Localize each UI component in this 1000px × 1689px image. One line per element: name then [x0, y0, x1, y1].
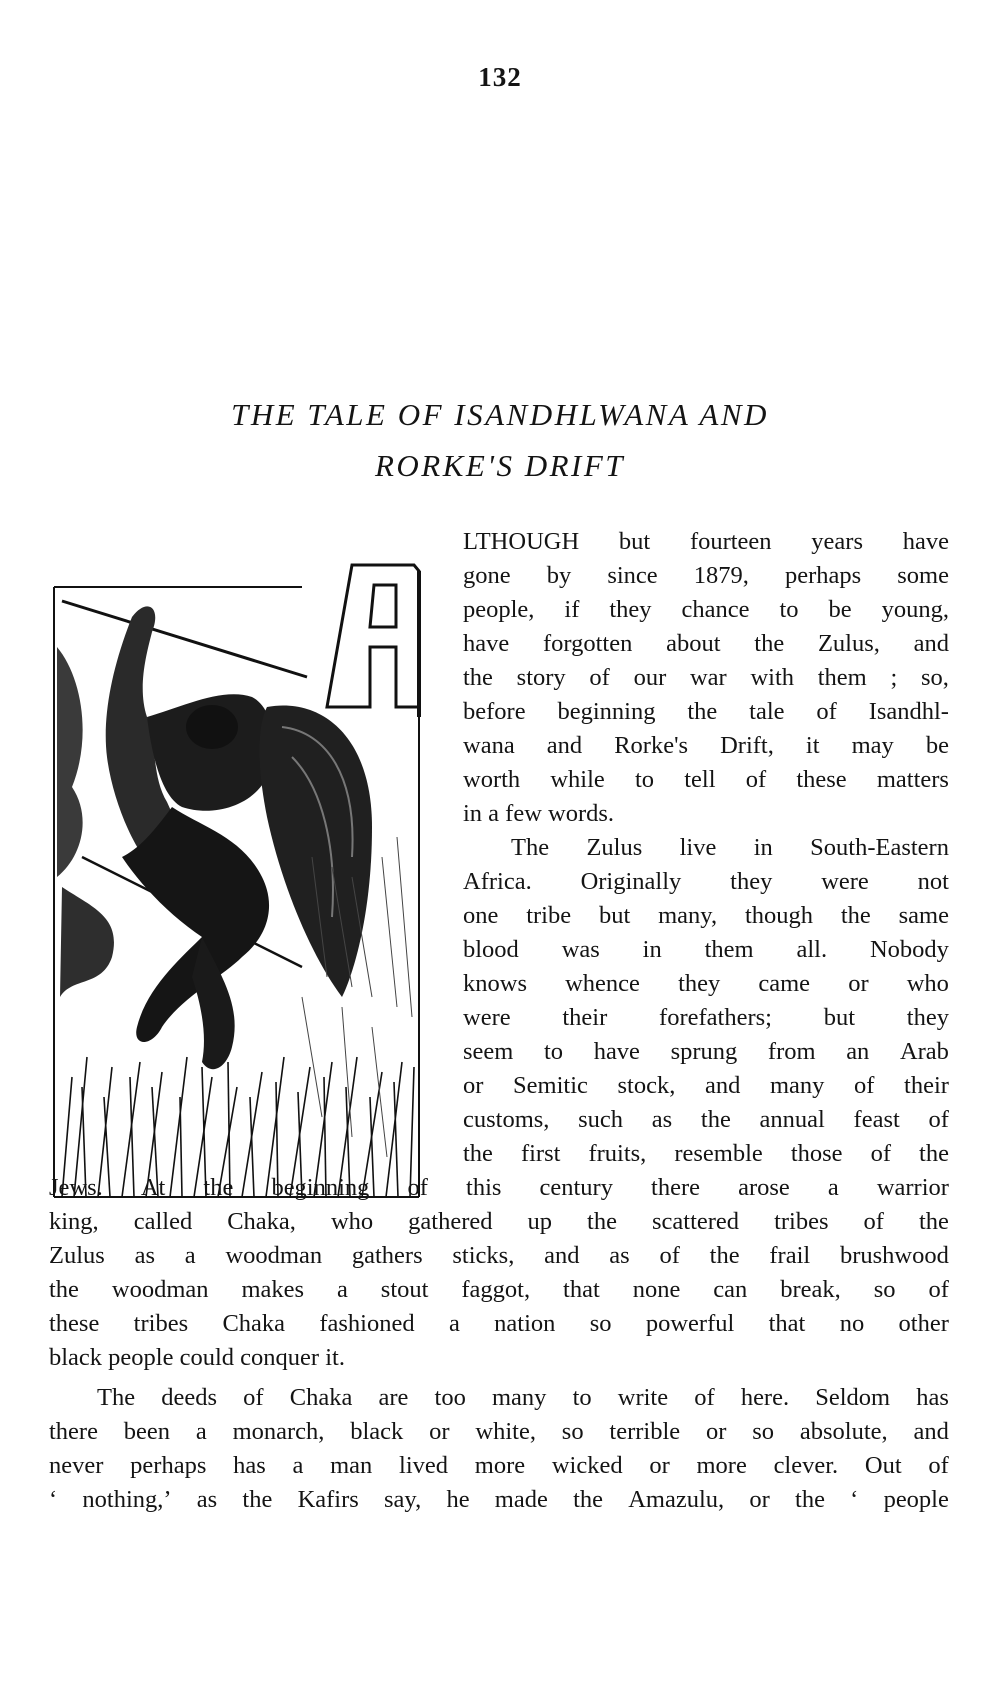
text-line	[463, 830, 949, 866]
word: nothing,’	[82, 1486, 172, 1513]
line-text	[49, 1204, 949, 1240]
line-text	[463, 694, 949, 730]
word: Semitic	[513, 1072, 588, 1099]
word: beginning	[557, 698, 656, 725]
word: no	[839, 1310, 865, 1337]
word: tale	[749, 698, 785, 725]
line-text	[463, 626, 949, 662]
word: war	[689, 664, 727, 691]
word: brushwood	[839, 1242, 949, 1269]
word: to	[543, 1038, 564, 1065]
word: wicked	[551, 1452, 623, 1479]
word: as	[651, 1106, 673, 1133]
word: tribe	[526, 902, 572, 929]
word: our	[633, 664, 667, 691]
text-line	[463, 592, 949, 628]
word: in	[642, 936, 662, 963]
text-line	[463, 1068, 949, 1104]
word: wana	[463, 732, 515, 759]
word: one	[463, 902, 499, 929]
word: so	[561, 1418, 584, 1445]
text-line	[463, 694, 949, 730]
word: clever.	[773, 1452, 839, 1479]
word: people,	[463, 596, 535, 623]
word: have	[902, 528, 949, 555]
text-line	[49, 1380, 949, 1416]
word: those	[790, 1140, 843, 1167]
word: this	[466, 1174, 502, 1201]
word: Seldom	[815, 1384, 891, 1411]
word: young,	[881, 596, 949, 623]
word: the	[918, 1208, 949, 1235]
word: Amazulu,	[628, 1486, 725, 1513]
text-line	[49, 1340, 949, 1376]
word: Zulus,	[817, 630, 880, 657]
text-line	[463, 898, 949, 934]
text-line	[463, 1102, 949, 1138]
word: tell	[684, 766, 716, 793]
word: all.	[796, 936, 828, 963]
word: forefathers;	[659, 1004, 772, 1031]
word: white,	[475, 1418, 536, 1445]
word: so	[589, 1310, 612, 1337]
word: there	[651, 1174, 701, 1201]
word: they	[906, 1004, 949, 1031]
word: or	[649, 1452, 670, 1479]
word: of	[853, 1072, 875, 1099]
word: that	[768, 1310, 806, 1337]
word: break,	[780, 1276, 841, 1303]
word: with	[750, 664, 794, 691]
line-text	[49, 1306, 949, 1342]
word: that	[563, 1276, 600, 1303]
word: The	[97, 1384, 136, 1411]
word: Out	[864, 1452, 902, 1479]
line-text	[49, 1170, 949, 1206]
text-line	[49, 1414, 949, 1450]
line-text: black people could conquer it.	[49, 1344, 345, 1371]
word: Chaka	[289, 1384, 353, 1411]
text-line	[463, 558, 949, 594]
drop-cap-illustration	[52, 557, 432, 1202]
word: them	[817, 664, 867, 691]
line-text	[463, 762, 949, 798]
word: Rorke's	[614, 732, 689, 759]
word: the	[700, 1106, 731, 1133]
word: Originally	[580, 868, 682, 895]
word: people	[883, 1486, 949, 1513]
word: the	[242, 1486, 273, 1513]
chapter-title-line-1: THE TALE OF ISANDHLWANA AND	[231, 397, 769, 432]
word: gone	[463, 562, 511, 589]
word: of	[928, 1276, 949, 1303]
word: monarch,	[232, 1418, 325, 1445]
line-text	[49, 1238, 949, 1274]
word: Arab	[899, 1038, 949, 1065]
word: the	[754, 630, 785, 657]
word: live	[679, 834, 717, 861]
word: have	[463, 630, 510, 657]
word: powerful	[645, 1310, 735, 1337]
line-text	[463, 1034, 949, 1070]
word: a	[195, 1418, 207, 1445]
word: by	[546, 562, 572, 589]
drop-cap-letter-a-icon	[327, 565, 419, 717]
text-line	[49, 1272, 949, 1308]
word: of	[928, 1452, 949, 1479]
word: perhaps	[130, 1452, 207, 1479]
word: can	[713, 1276, 748, 1303]
word: a	[292, 1452, 304, 1479]
text-line	[463, 728, 949, 764]
word: the	[587, 1208, 617, 1235]
word: Zulus	[586, 834, 643, 861]
line-text	[49, 1448, 949, 1484]
word: resemble	[674, 1140, 763, 1167]
word: faggot,	[461, 1276, 531, 1303]
word: to	[779, 596, 799, 623]
word: Drift,	[720, 732, 774, 759]
word: annual	[759, 1106, 825, 1133]
line-text	[463, 966, 949, 1002]
word: of	[928, 1106, 949, 1133]
word: fruits,	[588, 1140, 647, 1167]
text-line	[49, 1306, 949, 1342]
word: ‘	[49, 1486, 58, 1513]
word: more	[474, 1452, 526, 1479]
word: who	[906, 970, 949, 997]
word: fourteen	[689, 528, 772, 555]
word: their	[562, 1004, 608, 1031]
word: century	[539, 1174, 613, 1201]
word: scattered	[652, 1208, 740, 1235]
text-line	[49, 1170, 949, 1206]
word: Chaka,	[227, 1208, 296, 1235]
word: beginning	[271, 1174, 370, 1201]
text-line	[463, 796, 949, 832]
word: The	[511, 834, 550, 861]
word: woodman	[225, 1242, 323, 1269]
word: or	[705, 1418, 727, 1445]
word: but	[823, 1004, 856, 1031]
word: while	[550, 766, 605, 793]
word: made	[494, 1486, 548, 1513]
line-text	[463, 864, 949, 900]
word: of	[863, 1208, 884, 1235]
word: been	[123, 1418, 171, 1445]
word: never	[49, 1452, 104, 1479]
word: and	[704, 1072, 741, 1099]
word: Isandhl-	[868, 698, 949, 725]
word: the	[687, 698, 718, 725]
word: of	[694, 1384, 715, 1411]
word: At	[140, 1174, 166, 1201]
word: South-Eastern	[810, 834, 949, 861]
line-text	[463, 660, 949, 696]
word: be	[828, 596, 852, 623]
word: these	[796, 766, 847, 793]
word: a	[336, 1276, 348, 1303]
line-text	[97, 1380, 949, 1416]
word: Zulus	[49, 1242, 105, 1269]
word: they	[678, 970, 721, 997]
word: absolute,	[799, 1418, 888, 1445]
word: to	[572, 1384, 592, 1411]
word: 1879,	[693, 562, 749, 589]
word: terrible	[609, 1418, 681, 1445]
word: LTHOUGH	[463, 528, 580, 555]
word: Chaka	[222, 1310, 286, 1337]
word: of	[816, 698, 837, 725]
text-line	[49, 1238, 949, 1274]
word: of	[870, 1140, 891, 1167]
word: them	[704, 936, 754, 963]
line-text	[463, 592, 949, 628]
word: of	[745, 766, 767, 793]
page-number: 132	[478, 62, 522, 92]
word: the	[573, 1486, 603, 1513]
word: a	[448, 1310, 460, 1337]
line-text	[463, 932, 949, 968]
line-text	[463, 1000, 949, 1036]
word: here.	[740, 1384, 790, 1411]
word: as	[196, 1486, 218, 1513]
word: matters	[876, 766, 949, 793]
word: but	[598, 902, 631, 929]
word: if	[564, 596, 580, 623]
line-text	[49, 1414, 949, 1450]
text-line	[463, 864, 949, 900]
word: worth	[463, 766, 521, 793]
word: called	[133, 1208, 193, 1235]
word: came	[758, 970, 811, 997]
text-line	[463, 626, 949, 662]
word: say,	[384, 1486, 422, 1513]
word: deeds	[161, 1384, 218, 1411]
word: of	[589, 664, 610, 691]
word: seem	[463, 1038, 514, 1065]
word: tribes	[774, 1208, 829, 1235]
word: many	[769, 1072, 825, 1099]
word: not	[917, 868, 949, 895]
word: perhaps	[784, 562, 862, 589]
word: the	[49, 1276, 79, 1303]
word: some	[897, 562, 949, 589]
word: or	[429, 1418, 450, 1445]
word: though	[744, 902, 813, 929]
word: first	[520, 1140, 561, 1167]
word: gathers	[351, 1242, 423, 1269]
word: so	[873, 1276, 896, 1303]
word: none	[632, 1276, 681, 1303]
word: or	[848, 970, 869, 997]
word: knows	[463, 970, 527, 997]
word: or	[749, 1486, 770, 1513]
word: king,	[49, 1208, 99, 1235]
word: makes	[241, 1276, 305, 1303]
word: up	[527, 1208, 553, 1235]
word: since	[607, 562, 658, 589]
word: to	[634, 766, 655, 793]
word: are	[378, 1384, 409, 1411]
word: Kafirs	[297, 1486, 359, 1513]
word: tribes	[133, 1310, 189, 1337]
word: the	[203, 1174, 234, 1201]
word: too	[434, 1384, 466, 1411]
text-line	[463, 1034, 949, 1070]
word: forgotten	[542, 630, 633, 657]
word: arose	[738, 1174, 790, 1201]
word: a	[827, 1174, 839, 1201]
line-text	[463, 898, 949, 934]
word: stock,	[617, 1072, 676, 1099]
word: the	[709, 1242, 740, 1269]
word: Nobody	[869, 936, 949, 963]
word: nation	[494, 1310, 556, 1337]
word: story	[516, 664, 566, 691]
chapter-title-line-2: RORKE'S DRIFT	[374, 448, 626, 483]
word: a	[184, 1242, 196, 1269]
line-text: in a few words.	[463, 800, 615, 827]
word: there	[49, 1418, 98, 1445]
text-line	[463, 660, 949, 696]
line-text	[463, 1068, 949, 1104]
word: from	[767, 1038, 816, 1065]
word: woodman	[111, 1276, 209, 1303]
word: warrior	[876, 1174, 949, 1201]
word: write	[617, 1384, 669, 1411]
word: who	[330, 1208, 374, 1235]
word: the	[463, 664, 493, 691]
word: as	[609, 1242, 630, 1269]
word: of	[243, 1384, 264, 1411]
word: of	[659, 1242, 680, 1269]
line-text	[463, 728, 949, 764]
word: their	[904, 1072, 949, 1099]
word: an	[846, 1038, 870, 1065]
word: Africa.	[463, 868, 532, 895]
word: such	[578, 1106, 624, 1133]
word: these	[49, 1310, 100, 1337]
word: years	[811, 528, 863, 555]
word: be	[925, 732, 949, 759]
word: black	[350, 1418, 404, 1445]
word: chance	[681, 596, 750, 623]
word: stout	[380, 1276, 429, 1303]
line-text	[463, 558, 949, 594]
word: ‘	[850, 1486, 859, 1513]
word: Jews.	[49, 1174, 103, 1201]
word: of	[407, 1174, 428, 1201]
word: many,	[658, 902, 718, 929]
word: they	[609, 596, 652, 623]
text-line	[463, 524, 949, 560]
word: fashioned	[319, 1310, 415, 1337]
word: in	[753, 834, 773, 861]
word: and	[546, 732, 583, 759]
word: has	[233, 1452, 266, 1479]
word: were	[821, 868, 869, 895]
word: or	[463, 1072, 484, 1099]
text-line	[463, 966, 949, 1002]
text-line	[463, 1000, 949, 1036]
word: were	[463, 1004, 511, 1031]
word: so	[752, 1418, 775, 1445]
word: the	[463, 1140, 493, 1167]
text-line	[49, 1204, 949, 1240]
word: many	[491, 1384, 547, 1411]
word: same	[898, 902, 949, 929]
word: the	[919, 1140, 949, 1167]
line-text	[463, 1136, 949, 1172]
line-text	[511, 830, 949, 866]
word: before	[463, 698, 526, 725]
word: sprung	[670, 1038, 738, 1065]
line-text	[463, 524, 949, 560]
word: and	[913, 630, 949, 657]
word: and	[544, 1242, 580, 1269]
word: he	[446, 1486, 470, 1513]
word: more	[696, 1452, 747, 1479]
word: about	[666, 630, 721, 657]
word: blood	[463, 936, 519, 963]
word: other	[898, 1310, 949, 1337]
word: feast	[853, 1106, 900, 1133]
word: customs,	[463, 1106, 550, 1133]
word: the	[840, 902, 871, 929]
word: and	[913, 1418, 949, 1445]
word: frail	[769, 1242, 811, 1269]
text-line	[463, 932, 949, 968]
word: may	[851, 732, 894, 759]
word: but	[618, 528, 651, 555]
word: have	[593, 1038, 640, 1065]
word: whence	[565, 970, 640, 997]
word: they	[730, 868, 773, 895]
word: gathered	[408, 1208, 493, 1235]
line-text	[463, 1102, 949, 1138]
text-line	[463, 762, 949, 798]
word: ;	[890, 664, 898, 691]
text-line	[49, 1482, 949, 1518]
line-text	[49, 1272, 949, 1308]
word: it	[805, 732, 820, 759]
line-text	[49, 1482, 949, 1518]
word: the	[795, 1486, 825, 1513]
word: lived	[399, 1452, 449, 1479]
text-line	[49, 1448, 949, 1484]
word: was	[561, 936, 600, 963]
word: man	[330, 1452, 373, 1479]
word: as	[134, 1242, 156, 1269]
word: sticks,	[452, 1242, 515, 1269]
word: so,	[921, 664, 949, 691]
word: has	[916, 1384, 949, 1411]
text-line	[463, 1136, 949, 1172]
